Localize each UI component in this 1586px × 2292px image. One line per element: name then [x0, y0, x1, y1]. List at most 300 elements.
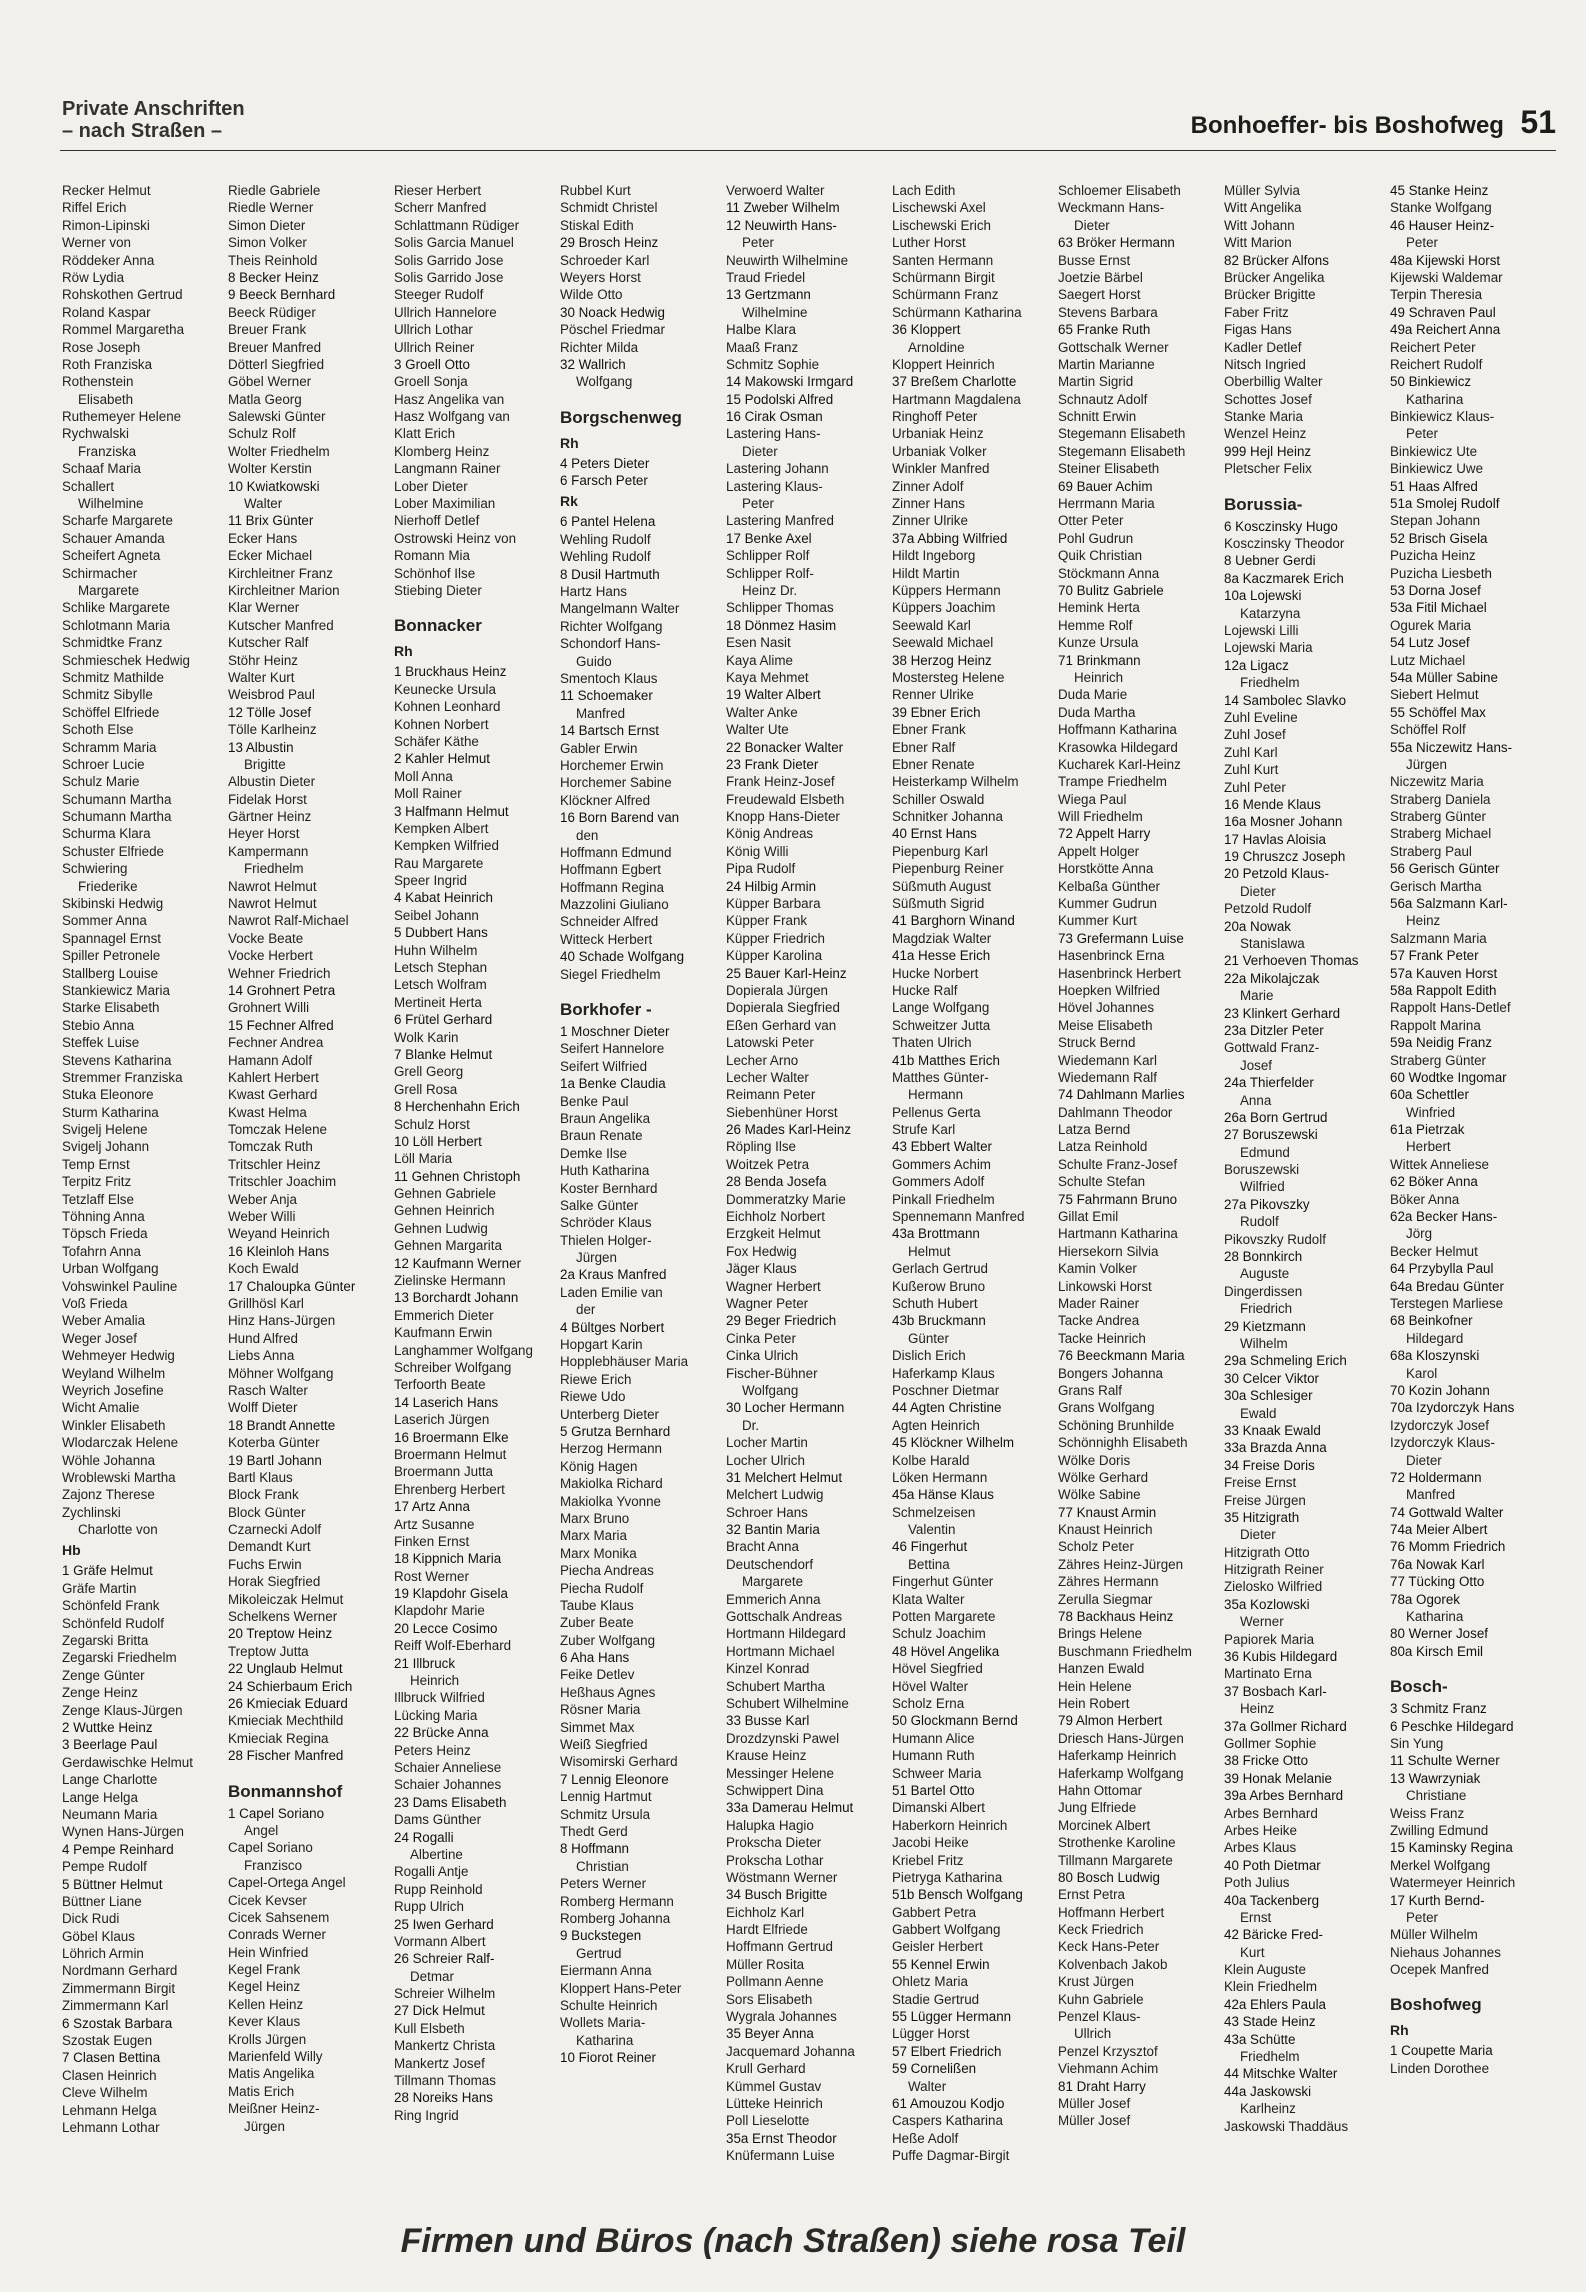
resident-entry: Beeck Rüdiger	[228, 304, 316, 320]
resident-entry: Stuka Eleonore	[62, 1087, 154, 1103]
resident-entry: Witteck Herbert	[560, 931, 653, 947]
resident-entry: Pikovszky Rudolf	[1224, 1231, 1326, 1247]
resident-entry: 18 Dönmez Hasim	[726, 617, 837, 633]
resident-entry: Wolff Dieter	[228, 1400, 298, 1416]
resident-entry: Salke Günter	[560, 1197, 639, 1213]
resident-entry: Weyrich Josefine	[62, 1382, 164, 1398]
resident-entry: Prokscha Dieter	[726, 1835, 822, 1851]
resident-entry: König Andreas	[726, 826, 814, 842]
resident-entry: Rupp Ulrich	[394, 1899, 464, 1915]
resident-entry: Straberg Günter	[1390, 1052, 1487, 1068]
resident-entry: Freudewald Elsbeth	[726, 791, 845, 807]
resident-entry: Schmitz Ursula	[560, 1806, 651, 1822]
resident-entry: Thedt Gerd	[560, 1823, 628, 1839]
resident-entry: Katharina	[1406, 391, 1464, 407]
resident-entry: 16 Broermann Elke	[394, 1429, 509, 1445]
resident-entry: 48 Hövel Angelika	[892, 1643, 1000, 1659]
resident-entry: Ecker Michael	[228, 548, 313, 564]
street-heading: Boshofweg	[1390, 1995, 1482, 2015]
resident-entry: 4 Peters Dieter	[560, 455, 650, 471]
resident-entry: Möhner Wolfgang	[228, 1365, 334, 1381]
resident-entry: Zimmermann Birgit	[62, 1980, 176, 1996]
resident-entry: 25 Bauer Karl-Heinz	[726, 965, 847, 981]
resident-entry: Dieter	[1074, 217, 1110, 233]
resident-entry: Gehnen Ludwig	[394, 1220, 488, 1236]
resident-entry: Kutscher Ralf	[228, 635, 309, 651]
resident-entry: Tritschler Joachim	[228, 1174, 337, 1190]
resident-entry: 12a Ligacz	[1224, 657, 1289, 673]
resident-entry: Hartmann Magdalena	[892, 391, 1021, 407]
resident-entry: 999 Hejl Heinz	[1224, 443, 1312, 459]
resident-entry: Katarzyna	[1240, 605, 1301, 621]
resident-entry: Horak Siegfried	[228, 1574, 321, 1590]
resident-entry: Heinz Dr.	[742, 582, 798, 598]
resident-entry: 55a Niczewitz Hans-	[1390, 739, 1513, 755]
resident-entry: 30a Schlesiger	[1224, 1388, 1313, 1404]
resident-entry: Ohletz Maria	[892, 1974, 968, 1990]
resident-entry: Schnitt Erwin	[1058, 409, 1137, 425]
resident-entry: 17 Artz Anna	[394, 1499, 470, 1515]
resident-entry: Nordmann Gerhard	[62, 1963, 178, 1979]
resident-entry: 2a Kraus Manfred	[560, 1267, 667, 1283]
resident-entry: Romberg Hermann	[560, 1893, 674, 1909]
resident-entry: Martinato Erna	[1224, 1666, 1312, 1682]
resident-entry: 3 Groell Otto	[394, 356, 470, 372]
resident-entry: Franziska	[78, 443, 137, 459]
resident-entry: 43b Bruckmann	[892, 1313, 986, 1329]
resident-entry: Keck Friedrich	[1058, 1922, 1144, 1938]
resident-entry: 5 Dubbert Hans	[394, 925, 488, 941]
resident-entry: Terpin Theresia	[1390, 287, 1483, 303]
resident-entry: Ullrich Hannelore	[394, 304, 497, 320]
resident-entry: Straberg Paul	[1390, 843, 1472, 859]
resident-entry: Heyer Horst	[228, 826, 300, 842]
resident-entry: Schmieschek Hedwig	[62, 652, 191, 668]
resident-entry: Piecha Andreas	[560, 1563, 654, 1579]
resident-entry: Zähres Heinz-Jürgen	[1058, 1556, 1184, 1572]
resident-entry: Hoffmann Edmund	[560, 844, 672, 860]
resident-entry: 19 Walter Albert	[726, 687, 821, 703]
resident-entry: 53a Fitil Michael	[1390, 600, 1487, 616]
resident-entry: 29 Brosch Heinz	[560, 235, 659, 251]
resident-entry: Romberg Johanna	[560, 1910, 671, 1926]
resident-entry: 37a Gollmer Richard	[1224, 1718, 1347, 1734]
resident-entry: 55 Kennel Erwin	[892, 1956, 990, 1972]
resident-entry: Hortmann Michael	[726, 1643, 835, 1659]
resident-entry: Kempken Albert	[394, 820, 489, 836]
resident-entry: Schulte Heinrich	[560, 1997, 658, 2013]
resident-entry: 45 Klöckner Wilhelm	[892, 1435, 1015, 1451]
resident-entry: Zychlinski	[62, 1504, 121, 1520]
resident-entry: Tomczak Ruth	[228, 1139, 313, 1155]
resident-entry: Fingerhut Günter	[892, 1574, 994, 1590]
resident-entry: Zegarski Britta	[62, 1633, 149, 1649]
resident-entry: 1 Capel Soriano	[228, 1805, 325, 1821]
resident-entry: Neumann Maria	[62, 1806, 158, 1822]
resident-entry: 27 Dick Helmut	[394, 2003, 485, 2019]
directory-column	[394, 182, 556, 2124]
resident-entry: 37a Abbing Wilfried	[892, 530, 1008, 546]
resident-entry: Jörg	[1406, 1226, 1433, 1242]
resident-entry: Schramm Maria	[62, 739, 157, 755]
resident-entry: 6 Peschke Hildegard	[1390, 1718, 1514, 1734]
resident-entry: Dieter	[1240, 1527, 1276, 1543]
resident-entry: Skibinski Hedwig	[62, 896, 164, 912]
resident-entry: Maaß Franz	[726, 339, 799, 355]
resident-entry: 51b Bensch Wolfgang	[892, 1887, 1023, 1903]
resident-entry: Lecher Walter	[726, 1069, 809, 1085]
resident-entry: 14 Bartsch Ernst	[560, 723, 659, 739]
resident-entry: Dimanski Albert	[892, 1800, 986, 1816]
resident-entry: Kohnen Norbert	[394, 716, 489, 732]
resident-entry: Stöhr Heinz	[228, 652, 298, 668]
resident-entry: Herrmann Maria	[1058, 496, 1155, 512]
resident-entry: Grans Ralf	[1058, 1382, 1122, 1398]
resident-entry: Oberbillig Walter	[1224, 374, 1323, 390]
resident-entry: Walter Ute	[726, 722, 789, 738]
resident-entry: Vocke Beate	[228, 930, 304, 946]
resident-entry: Kriebel Fritz	[892, 1852, 964, 1868]
resident-entry: Zerulla Siegmar	[1058, 1591, 1153, 1607]
resident-entry: Piecha Rudolf	[560, 1580, 644, 1596]
resident-entry: Schroer Lucie	[62, 756, 145, 772]
resident-entry: Lücking Maria	[394, 1707, 478, 1723]
resident-entry: 80 Werner Josef	[1390, 1626, 1488, 1642]
resident-entry: Esen Nasit	[726, 635, 791, 651]
resident-entry: 57 Frank Peter	[1390, 948, 1479, 964]
resident-entry: 57a Kauven Horst	[1390, 965, 1498, 981]
resident-entry: 23 Dams Elisabeth	[394, 1794, 507, 1810]
resident-entry: Caspers Katharina	[892, 2113, 1003, 2129]
resident-entry: Fischer-Bühner	[726, 1365, 818, 1381]
resident-entry: Lügger Horst	[892, 2026, 970, 2042]
resident-entry: Schubert Martha	[726, 1678, 825, 1694]
resident-entry: Lojewski Maria	[1224, 640, 1313, 656]
resident-entry: Ogurek Maria	[1390, 617, 1472, 633]
resident-entry: Lach Edith	[892, 183, 956, 198]
resident-entry: 36 Kloppert	[892, 322, 961, 338]
resident-entry: Keck Hans-Peter	[1058, 1939, 1160, 1955]
resident-entry: 43a Schütte	[1224, 2031, 1296, 2047]
resident-entry: 16 Kleinloh Hans	[228, 1243, 330, 1259]
resident-entry: Agten Heinrich	[892, 1417, 980, 1433]
resident-entry: Kamin Volker	[1058, 1261, 1137, 1277]
resident-entry: Klöckner Alfred	[560, 792, 651, 808]
resident-entry: Buschmann Friedhelm	[1058, 1643, 1192, 1659]
resident-entry: Brings Helene	[1058, 1626, 1143, 1642]
resident-entry: Gräfe Martin	[62, 1580, 137, 1596]
resident-entry: Gabler Erwin	[560, 740, 638, 756]
resident-entry: Detmar	[410, 1968, 454, 1984]
resident-entry: Herzog Hermann	[560, 1441, 662, 1457]
resident-entry: Schöffel Rolf	[1390, 722, 1466, 738]
resident-entry: Süßmuth August	[892, 878, 991, 894]
directory-column	[1224, 182, 1386, 2135]
resident-entry: 26 Kmieciak Eduard	[228, 1695, 348, 1711]
resident-entry: Schulz Joachim	[892, 1626, 986, 1642]
resident-entry: Hövel Siegfried	[892, 1661, 983, 1677]
resident-entry: Hasz Wolfgang van	[394, 409, 510, 425]
resident-entry: Sors Elisabeth	[726, 1991, 813, 2007]
resident-entry: Haferkamp Wolfgang	[1058, 1765, 1184, 1781]
resident-entry: 13 Albustin	[228, 739, 294, 755]
resident-entry: 34 Freise Doris	[1224, 1457, 1315, 1473]
resident-entry: Riedle Werner	[228, 200, 314, 216]
resident-entry: 18 Brandt Annette	[228, 1417, 336, 1433]
resident-entry: Pempe Rudolf	[62, 1859, 147, 1875]
resident-entry: Riffel Erich	[62, 200, 127, 216]
resident-entry: Spiller Petronele	[62, 948, 161, 964]
resident-entry: Strothenke Karoline	[1058, 1835, 1176, 1851]
resident-entry: 26 Schreier Ralf-	[394, 1951, 495, 1967]
resident-entry: 35a Ernst Theodor	[726, 2130, 837, 2146]
resident-entry: Schönfeld Rudolf	[62, 1615, 164, 1631]
resident-entry: Wolter Kerstin	[228, 461, 312, 477]
resident-entry: Schloemer Elisabeth	[1058, 183, 1181, 198]
resident-entry: Witt Marion	[1224, 235, 1292, 251]
resident-entry: 9 Buckstegen	[560, 1928, 642, 1944]
resident-entry: 2 Wuttke Heinz	[62, 1719, 153, 1735]
resident-entry: Küpper Barbara	[726, 896, 821, 912]
resident-entry: Szostak Eugen	[62, 2033, 153, 2049]
street-range: Bonhoeffer- bis Boshofweg	[1190, 112, 1504, 139]
resident-entry: Poschner Dietmar	[892, 1382, 1000, 1398]
resident-entry: Zinner Adolf	[892, 478, 964, 494]
street-heading: Bonmannshof	[228, 1781, 343, 1801]
resident-entry: 8 Uebner Gerdi	[1224, 553, 1316, 569]
resident-entry: Röpling Ilse	[726, 1139, 796, 1155]
resident-entry: Fechner Andrea	[228, 1035, 324, 1051]
resident-entry: 14 Sambolec Slavko	[1224, 692, 1347, 708]
resident-entry: 32 Wallrich	[560, 356, 626, 372]
resident-entry: 41b Matthes Erich	[892, 1052, 1000, 1068]
resident-entry: Gillat Emil	[1058, 1209, 1119, 1225]
resident-entry: 36 Kubis Hildegard	[1224, 1649, 1338, 1665]
resident-entry: Joetzie Bärbel	[1058, 269, 1143, 285]
resident-entry: Lischewski Axel	[892, 200, 986, 216]
resident-entry: Puzicha Liesbeth	[1390, 565, 1492, 581]
resident-entry: Hein Helene	[1058, 1678, 1132, 1694]
footer-note: Firmen und Büros (nach Straßen) siehe rosa Teil	[400, 2222, 1186, 2260]
resident-entry: Terfoorth Beate	[394, 1377, 486, 1393]
street-heading: Bonnacker	[394, 616, 482, 636]
resident-entry: Wicht Amalie	[62, 1400, 140, 1416]
resident-entry: Dopierala Siegfried	[726, 1000, 840, 1016]
resident-entry: Makiolka Richard	[560, 1476, 663, 1492]
resident-entry: 69 Bauer Achim	[1058, 478, 1153, 494]
resident-entry: Charlotte von	[78, 1522, 158, 1538]
resident-entry: 76 Momm Friedrich	[1390, 1539, 1506, 1555]
resident-entry: Witt Angelika	[1224, 200, 1302, 216]
resident-entry: 68a Kloszynski	[1390, 1348, 1480, 1364]
resident-entry: Zimmermann Karl	[62, 1998, 169, 2014]
resident-entry: 17 Chaloupka Günter	[228, 1278, 356, 1294]
directory-column	[726, 182, 888, 2165]
resident-entry: Schaier Anneliese	[394, 1759, 502, 1775]
resident-entry: Meise Elisabeth	[1058, 1017, 1153, 1033]
resident-entry: Eßen Gerhard van	[726, 1017, 837, 1033]
resident-entry: 43 Stade Heinz	[1224, 2014, 1316, 2030]
resident-entry: Kosczinsky Theodor	[1224, 536, 1345, 552]
resident-entry: Stöckmann Anna	[1058, 565, 1160, 581]
resident-entry: Cicek Kevser	[228, 1892, 307, 1908]
street-heading: Bosch-	[1390, 1677, 1448, 1697]
resident-entry: Friederike	[78, 878, 138, 894]
resident-entry: 76 Beeckmann Maria	[1058, 1348, 1185, 1364]
resident-entry: Seifert Wilfried	[560, 1058, 648, 1074]
resident-entry: Letsch Stephan	[394, 960, 488, 976]
resident-entry: Voß Frieda	[62, 1296, 128, 1311]
resident-entry: 35a Kozlowski	[1224, 1596, 1310, 1612]
resident-entry: Schaaf Maria	[62, 461, 141, 477]
resident-entry: Thielen Holger-	[560, 1232, 652, 1248]
resident-entry: Arbes Heike	[1224, 1822, 1297, 1838]
resident-entry: Kull Elsbeth	[394, 2020, 465, 2036]
resident-entry: 72 Appelt Harry	[1058, 826, 1151, 842]
resident-entry: Steeger Rudolf	[394, 287, 484, 303]
resident-entry: Nierhoff Detlef	[394, 513, 480, 529]
resident-entry: Kaufmann Erwin	[394, 1325, 493, 1341]
resident-entry: Hasz Angelika van	[394, 391, 505, 407]
resident-entry: 77 Tücking Otto	[1390, 1574, 1485, 1590]
resident-entry: 26a Born Gertrud	[1224, 1109, 1328, 1125]
resident-entry: Nitsch Ingried	[1224, 356, 1306, 372]
resident-entry: 17 Kurth Bernd-	[1390, 1892, 1485, 1908]
resident-entry: 57 Elbert Friedrich	[892, 2043, 1002, 2059]
resident-entry: 44a Jaskowski	[1224, 2083, 1312, 2099]
resident-entry: 6 Frütel Gerhard	[394, 1012, 493, 1028]
resident-entry: Kunze Ursula	[1058, 635, 1139, 651]
resident-entry: 14 Makowski Irmgard	[726, 374, 854, 390]
resident-entry: Wagner Herbert	[726, 1278, 821, 1294]
resident-entry: Becker Helmut	[1390, 1243, 1478, 1259]
resident-entry: Schäfer Käthe	[394, 733, 479, 749]
resident-entry: 82 Brücker Alfons	[1224, 252, 1329, 268]
resident-entry: Rohskothen Gertrud	[62, 287, 183, 303]
resident-entry: 28 Benda Josefa	[726, 1174, 827, 1190]
resident-entry: Müller Wilhelm	[1390, 1927, 1478, 1943]
resident-entry: Jacquemard Johanna	[726, 2043, 855, 2059]
resident-entry: Huth Katharina	[560, 1163, 650, 1179]
resident-entry: 8a Kaczmarek Erich	[1224, 570, 1344, 586]
resident-entry: Wiedemann Karl	[1058, 1052, 1157, 1068]
resident-entry: 15 Fechner Alfred	[228, 1017, 334, 1033]
resident-entry: Zuhl Karl	[1224, 744, 1278, 760]
resident-entry: Schwiering	[62, 861, 128, 877]
resident-entry: Röw Lydia	[62, 269, 125, 285]
resident-entry: Rommel Margaretha	[62, 322, 185, 338]
resident-entry: Guido	[576, 653, 612, 669]
resident-entry: 40 Ernst Hans	[892, 826, 977, 842]
resident-entry: Kolbe Harald	[892, 1452, 970, 1468]
resident-entry: 21 Verhoeven Thomas	[1224, 953, 1359, 969]
resident-entry: 30 Celcer Viktor	[1224, 1370, 1320, 1386]
resident-entry: Rogalli Antje	[394, 1864, 469, 1880]
resident-entry: Speer Ingrid	[394, 873, 467, 889]
resident-entry: Koch Ewald	[228, 1261, 299, 1277]
resident-entry: Stebio Anna	[62, 1017, 135, 1033]
resident-entry: Klomberg Heinz	[394, 443, 490, 459]
resident-entry: 50 Glockmann Bernd	[892, 1713, 1018, 1729]
resident-entry: Schnautz Adolf	[1058, 391, 1148, 407]
resident-entry: Bettina	[908, 1556, 950, 1572]
resident-entry: Solis Garrido Jose	[394, 252, 504, 268]
resident-entry: Weber Amalia	[62, 1313, 146, 1329]
resident-entry: 4 Bültges Norbert	[560, 1319, 665, 1335]
resident-entry: Gollmer Sophie	[1224, 1735, 1317, 1751]
resident-entry: Mikoleiczak Helmut	[228, 1591, 344, 1607]
resident-entry: 30 Locher Hermann	[726, 1400, 845, 1416]
resident-entry: Wolfgang	[742, 1382, 799, 1398]
resident-entry: 11 Schoemaker	[560, 688, 653, 704]
resident-entry: Hildt Martin	[892, 565, 960, 581]
resident-entry: Hoffmann Regina	[560, 879, 664, 895]
resident-entry: Peters Heinz	[394, 1742, 471, 1758]
resident-entry: Breuer Manfred	[228, 339, 322, 355]
resident-entry: Schaier Johannes	[394, 1777, 502, 1793]
resident-entry: Nawrot Ralf-Michael	[228, 913, 349, 929]
resident-entry: Zuhl Josef	[1224, 727, 1286, 743]
resident-entry: 80 Bosch Ludwig	[1058, 1869, 1160, 1885]
resident-entry: 27a Pikovszky	[1224, 1196, 1310, 1212]
resident-entry: Czarnecki Adolf	[228, 1522, 322, 1538]
resident-entry: 24 Rogalli	[394, 1829, 454, 1845]
resident-entry: Katharina	[576, 2032, 634, 2048]
resident-entry: Lehmann Lothar	[62, 2119, 160, 2135]
resident-entry: Ocepek Manfred	[1390, 1962, 1489, 1978]
resident-entry: 1 Coupette Maria	[1390, 2043, 1493, 2059]
resident-entry: Papiorek Maria	[1224, 1631, 1315, 1647]
resident-entry: Hanzen Ewald	[1058, 1661, 1145, 1677]
resident-entry: Pletscher Felix	[1224, 461, 1312, 477]
district-code: Rk	[560, 493, 578, 510]
resident-entry: Tetzlaff Else	[62, 1191, 134, 1207]
resident-entry: Schottes Josef	[1224, 391, 1312, 407]
resident-entry: Grillhösl Karl	[228, 1296, 304, 1311]
resident-entry: 33a Brazda Anna	[1224, 1440, 1327, 1456]
resident-entry: Eichholz Norbert	[726, 1209, 825, 1225]
resident-entry: 54a Müller Sabine	[1390, 669, 1498, 685]
resident-entry: Spennemann Manfred	[892, 1209, 1025, 1225]
resident-entry: Rupp Reinhold	[394, 1881, 483, 1897]
resident-entry: 63 Bröker Hermann	[1058, 235, 1175, 251]
resident-entry: Zenge Günter	[62, 1667, 145, 1683]
resident-entry: Kummer Gudrun	[1058, 896, 1157, 912]
resident-entry: Schulz Horst	[394, 1116, 470, 1132]
resident-entry: Kirchleitner Marion	[228, 582, 340, 598]
resident-entry: Hahn Ottomar	[1058, 1782, 1143, 1798]
resident-entry: 25 Iwen Gerhard	[394, 1916, 494, 1932]
resident-entry: Lecher Arno	[726, 1052, 799, 1068]
resident-entry: Wölke Doris	[1058, 1452, 1131, 1468]
resident-entry: 8 Herchenhahn Erich	[394, 1099, 520, 1115]
resident-entry: Melchert Ludwig	[726, 1487, 824, 1503]
resident-entry: Fuchs Erwin	[228, 1556, 302, 1572]
resident-entry: Steffek Luise	[62, 1035, 140, 1051]
resident-entry: Dams Günther	[394, 1812, 482, 1828]
resident-entry: Rau Margarete	[394, 855, 484, 871]
resident-entry: Schönfeld Frank	[62, 1598, 160, 1614]
resident-entry: 24 Schierbaum Erich	[228, 1678, 353, 1694]
resident-entry: Hiersekorn Silvia	[1058, 1243, 1159, 1259]
resident-entry: Stiskal Edith	[560, 217, 634, 233]
resident-entry: Pollmann Aenne	[726, 1974, 824, 1990]
resident-entry: Friedhelm	[1240, 675, 1300, 691]
resident-entry: Knaust Heinrich	[1058, 1522, 1153, 1538]
resident-entry: 33 Busse Karl	[726, 1713, 810, 1729]
resident-entry: Hildegard	[1406, 1330, 1464, 1346]
resident-entry: Solis Garcia Manuel	[394, 235, 514, 251]
